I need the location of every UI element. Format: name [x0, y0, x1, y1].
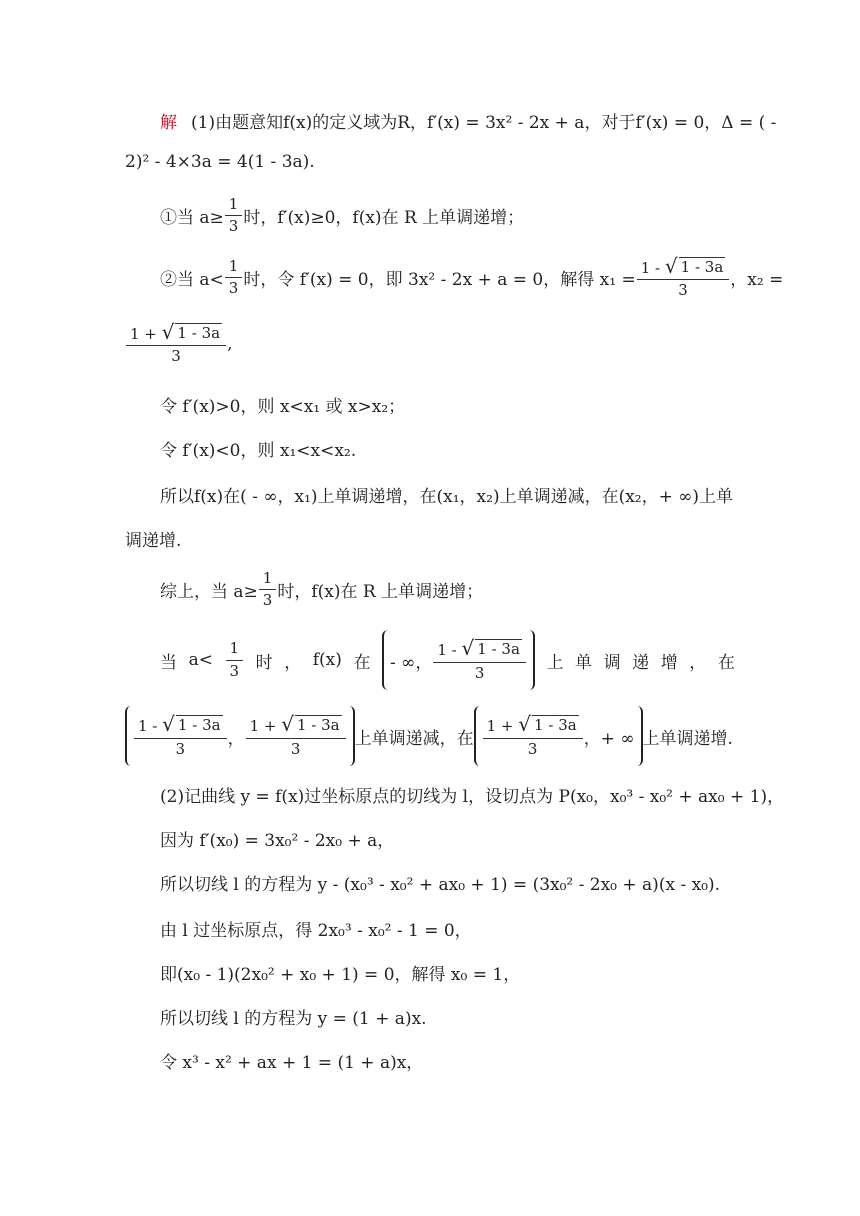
case-1-line [160, 196, 735, 236]
fraction-numerator [639, 256, 728, 279]
solution-line [125, 526, 735, 551]
sqrt [461, 636, 522, 661]
radical-sign: √ [518, 712, 532, 737]
fraction [136, 714, 225, 758]
fraction-numerator [128, 322, 224, 345]
solution-line [160, 826, 735, 851]
fraction [248, 714, 344, 758]
text-post: 时，f′(x)≥0，f(x)在 R 上单调递增； [243, 208, 525, 229]
x2-value-line [125, 322, 735, 366]
fraction-numerator: 1 [229, 639, 240, 658]
interval-right: ，+ ∞ [583, 728, 635, 749]
fraction [261, 570, 275, 610]
radicand: 1 - 3a [177, 323, 221, 342]
solution-label: 解 [160, 113, 177, 133]
fraction-numerator [435, 638, 524, 661]
x1-fraction [639, 256, 728, 300]
text: 调递增. [125, 531, 182, 551]
solution-line [160, 436, 735, 461]
word: 当 [160, 652, 177, 673]
fraction-numerator [136, 714, 225, 737]
summary-case-line [160, 630, 735, 690]
radicand: 1 - 3a [296, 716, 340, 734]
fraction-numerator: 1 [262, 569, 273, 587]
radicand: 1 - 3a [177, 716, 221, 734]
solution-line-2 [125, 152, 735, 172]
x2-fraction [128, 322, 224, 366]
word: ， [689, 652, 707, 673]
num-prefix: 1 - [640, 259, 661, 277]
word: f(x) [312, 650, 342, 670]
text: 令 f′(x)>0，则 x<x₁ 或 x>x₂； [160, 397, 406, 417]
text: 2)² - 4×3a = 4(1 - 3a). [125, 152, 315, 172]
word: 在 [353, 652, 371, 673]
fraction-denominator: 3 [134, 738, 227, 758]
radical-sign: √ [664, 254, 678, 278]
text-pre: 综上，当 a≥ [160, 582, 258, 603]
word: 增 [660, 652, 678, 673]
text: 所以切线 l 的方程为 y = (1 + a)x. [160, 1009, 427, 1029]
text: 因为 f′(x₀) = 3x₀² - 2x₀ + a， [160, 831, 395, 851]
text-post: 时，f(x)在 R 上单调递增； [277, 582, 484, 603]
word: 递 [632, 652, 650, 673]
sqrt [162, 712, 222, 737]
num-prefix: 1 + [130, 325, 157, 343]
text: 所以切线 l 的方程为 y - (x₀³ - x₀² + ax₀ + 1) = (3x₀² - 2x₀ + a)(x - x₀). [160, 875, 721, 895]
word: 上 [546, 652, 564, 673]
summary-line [160, 570, 735, 610]
solution-line [160, 870, 735, 895]
fraction [435, 638, 524, 682]
solution-line-1 [160, 108, 777, 133]
solution-line [160, 960, 735, 985]
solution-line [160, 1004, 735, 1029]
word: 单 [575, 652, 593, 673]
num-prefix: 1 + [249, 717, 277, 736]
text: 令 x³ - x² + ax + 1 = (1 + a)x， [160, 1053, 424, 1073]
fraction [228, 640, 242, 680]
radicand: 1 - 3a [477, 640, 520, 658]
fraction-denominator: 3 [259, 589, 277, 609]
interval-increasing [474, 706, 643, 766]
radical-sign: √ [281, 712, 294, 737]
fraction-numerator [248, 714, 344, 737]
radical-sign: √ [461, 636, 475, 661]
solution-line [160, 916, 735, 941]
fraction [227, 258, 241, 298]
part-2-line [160, 782, 785, 807]
word: 时 [255, 652, 273, 673]
interval-line [125, 706, 735, 766]
word: 在 [717, 652, 735, 673]
fraction [485, 714, 581, 758]
text-post: , [227, 333, 233, 354]
text: (1)由题意知f(x)的定义域为R，f′(x) = 3x² - 2x + a，对于f′(x) = 0，Δ = ( - [191, 113, 777, 133]
separator: ， [227, 728, 245, 749]
radicand: 1 - 3a [534, 716, 577, 734]
word: 调 [603, 652, 621, 673]
fraction-denominator: 3 [225, 215, 243, 235]
solution-line [160, 1048, 735, 1073]
interval-left: - ∞， [390, 652, 433, 673]
interval-decreasing [125, 706, 355, 766]
text-mid: 时，令 f′(x) = 0，即 3x² - 2x + a = 0，解得 x₁ = [243, 270, 636, 291]
word: a< [188, 650, 213, 670]
sqrt [162, 322, 222, 342]
sqrt [665, 256, 725, 276]
case-2-line [160, 254, 784, 300]
solution-line [160, 392, 735, 417]
fraction-denominator: 3 [433, 662, 526, 682]
fraction-numerator [485, 714, 581, 737]
fraction-denominator: 3 [225, 277, 243, 297]
interval [382, 630, 535, 690]
fraction-denominator: 3 [246, 738, 346, 758]
text-pre: ②当 a< [160, 270, 224, 291]
text: 由 l 过坐标原点，得 2x₀³ - x₀² - 1 = 0， [160, 921, 472, 941]
text: 令 f′(x)<0，则 x₁<x<x₂. [160, 441, 357, 461]
fraction [227, 196, 241, 236]
radical-sign: √ [161, 320, 175, 344]
radicand: 1 - 3a [680, 257, 724, 276]
num-prefix: 1 - [138, 717, 158, 736]
fraction-denominator: 3 [226, 660, 244, 680]
text: 所以f(x)在( - ∞，x₁)上单调递增，在(x₁，x₂)上单调递减，在(x₂，+ ∞)上单 [160, 487, 734, 507]
fraction-denominator: 3 [483, 738, 583, 758]
sqrt [518, 712, 578, 737]
text-pre: ①当 a≥ [160, 208, 224, 229]
num-prefix: 1 - [437, 641, 457, 660]
text-post: 上单调递增. [642, 728, 733, 749]
solution-line [160, 482, 735, 507]
word: ， [284, 652, 302, 673]
radical-sign: √ [162, 712, 175, 737]
fraction-denominator: 3 [126, 345, 226, 365]
fraction-denominator: 3 [637, 279, 730, 299]
fraction-numerator: 1 [228, 195, 239, 213]
text-mid: 上单调递减，在 [354, 728, 474, 749]
sqrt [281, 712, 341, 737]
num-prefix: 1 + [486, 717, 514, 736]
text-post: ，x₂ = [730, 270, 784, 291]
text: (2)记曲线 y = f(x)过坐标原点的切线为 l，设切点为 P(x₀，x₀³ - x₀² + ax₀ + 1)， [160, 787, 785, 807]
fraction-numerator: 1 [228, 257, 239, 275]
text: 即(x₀ - 1)(2x₀² + x₀ + 1) = 0，解得 x₀ = 1， [160, 965, 521, 985]
